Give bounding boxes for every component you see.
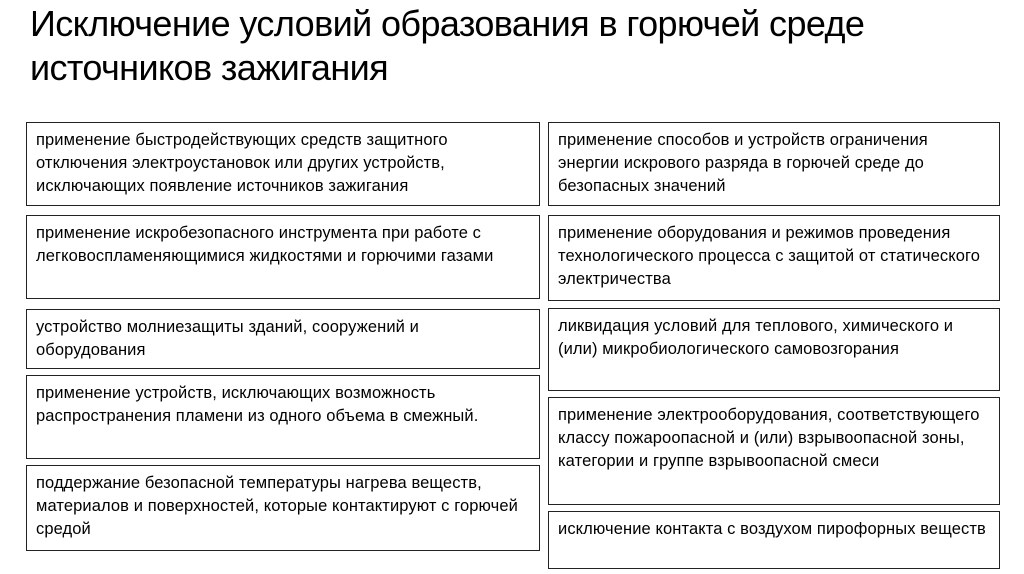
right-item-5: исключение контакта с воздухом пирофорных веществ — [548, 511, 1000, 569]
right-item-2: применение оборудования и режимов проведения технологического процесса с защитой от статического электричества — [548, 215, 1000, 301]
left-item-1: применение быстродействующих средств защитного отключения электроустановок или других устройств, исключающих появление источников зажигания — [26, 122, 540, 206]
left-item-2: применение искробезопасного инструмента при работе с легковоспламеняющимися жидкостями и горючими газами — [26, 215, 540, 299]
page-title: Исключение условий образования в горючей среде источников зажигания — [30, 3, 865, 88]
left-item-4: применение устройств, исключающих возможность распространения пламени из одного объема в смежный. — [26, 375, 540, 459]
left-item-3: устройство молниезащиты зданий, сооружений и оборудования — [26, 309, 540, 369]
right-item-3: ликвидация условий для теплового, химического и (или) микробиологического самовозгорания — [548, 308, 1000, 391]
left-item-5: поддержание безопасной температуры нагрева веществ, материалов и поверхностей, которые контактируют с горючей средой — [26, 465, 540, 551]
right-item-1: применение способов и устройств ограничения энергии искрового разряда в горючей среде до безопасных значений — [548, 122, 1000, 206]
right-item-4: применение электрооборудования, соответствующего классу пожароопасной и (или) взрывоопасной зоны, категории и группе взрывоопасной смеси — [548, 397, 1000, 505]
